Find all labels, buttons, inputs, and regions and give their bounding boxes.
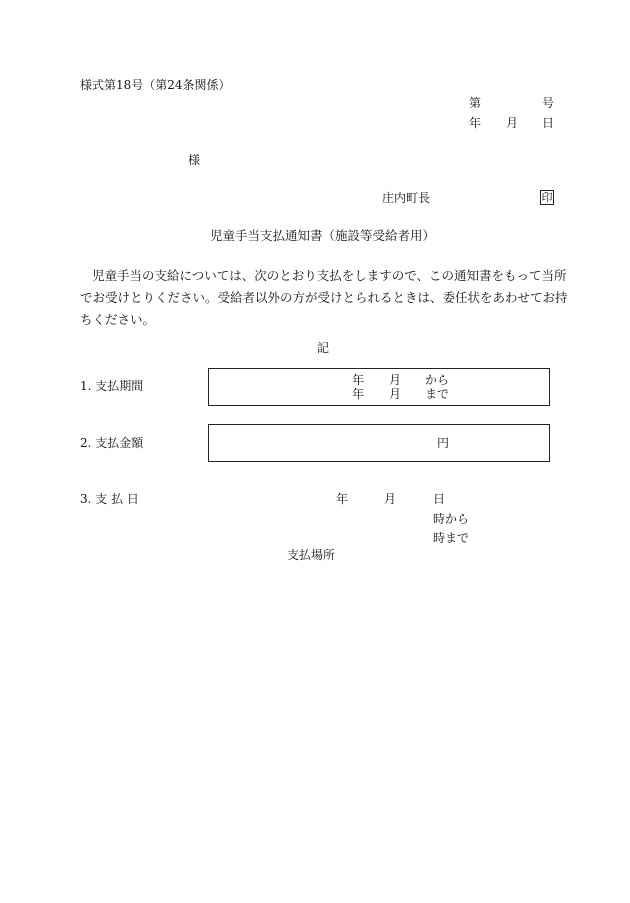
amount-label: 2. 支払金額 [80, 436, 144, 450]
period-from-year: 年 [352, 373, 365, 387]
pay-time-from: 時から [433, 512, 470, 526]
period-label: 1. 支払期間 [80, 379, 144, 393]
pay-date-year: 年 [336, 492, 349, 506]
pay-time-to: 時まで [433, 531, 470, 545]
seal-mark: 印 [541, 191, 553, 204]
document-title: 児童手当支払通知書（施設等受給者用） [210, 228, 436, 243]
number-suffix: 号 [542, 96, 555, 110]
period-from-suffix: から [425, 373, 450, 387]
period-to-suffix: まで [425, 387, 450, 401]
ki-heading: 記 [317, 341, 330, 355]
pay-date-day: 日 [433, 492, 446, 506]
period-from-month: 月 [389, 373, 402, 387]
period-to-year: 年 [352, 387, 365, 401]
addressee-suffix: 様 [188, 153, 201, 167]
issuer-name: 庄内町長 [382, 191, 431, 205]
amount-box [208, 424, 550, 462]
pay-place-label: 支払場所 [287, 548, 336, 562]
period-to-month: 月 [389, 387, 402, 401]
amount-unit: 円 [437, 436, 450, 450]
pay-date-month: 月 [384, 492, 397, 506]
period-box [208, 368, 550, 406]
date-label: 3. 支 払 日 [80, 492, 139, 506]
body-paragraph: 児童手当の支給については、次のとおり支払をしますので、この通知書をもって当所でお受けとりください。受給者以外の方が受けとられるときは、委任状をあわせてお持ちください。 [80, 268, 568, 327]
date-month: 月 [506, 116, 519, 130]
number-prefix: 第 [469, 96, 482, 110]
date-day: 日 [542, 116, 555, 130]
form-number: 様式第18号（第24条関係） [80, 78, 231, 92]
date-year: 年 [469, 116, 482, 130]
